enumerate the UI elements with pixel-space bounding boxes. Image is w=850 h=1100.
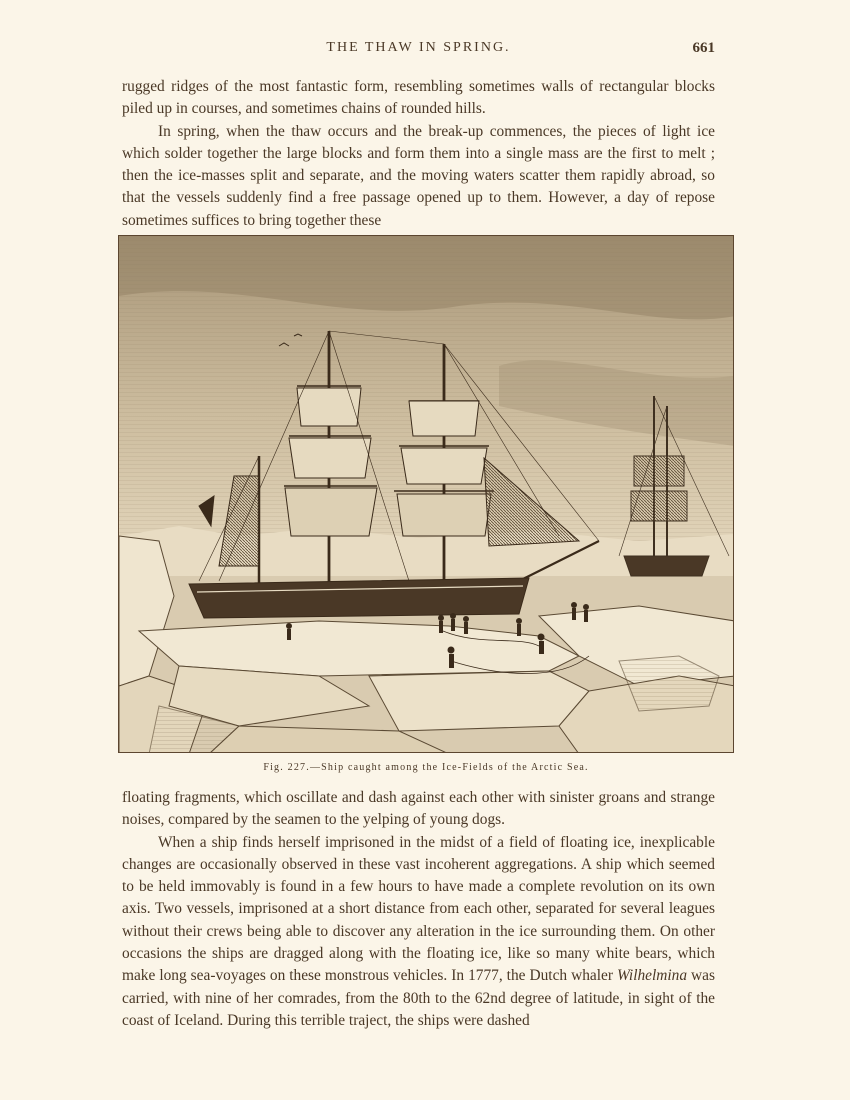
text-block-bottom — [122, 787, 715, 1032]
paragraph-continuation: rugged ridges of the most fantastic form, resembling sometimes walls of rectangular blocks piled up in courses, and sometimes chains of rounded hills. — [122, 78, 715, 118]
running-head: THE THAW IN SPRING. — [326, 40, 511, 55]
paragraph-thaw: In spring, when the thaw occurs and the break-up commences, the pieces of light ice which solder together the large blocks and form them into a single mass are the first to melt ; then the ice-masses split and separate, and the moving waters scatter them rapidly abroad, so that the vessels suddenly find a free passage opened up to them. However, a day of repose sometimes suffices to bring together these — [122, 122, 715, 229]
text-block-top — [122, 76, 715, 232]
page-number: 661 — [692, 40, 715, 56]
paragraph-imprisoned-ship-end: was carried, with nine of her comrades, from the 80th to the 62nd degree of latitude, in sight of the coast of Iceland. During this terrible traject, the ships were dashed — [122, 967, 715, 1029]
figure-caption: Fig. 227.—Ship caught among the Ice-Fields of the Arctic Sea. — [263, 762, 589, 773]
engraving-ship-in-ice — [118, 235, 734, 753]
paragraph-imprisoned-ship — [122, 832, 715, 1033]
ship-name: Wilhelmina — [616, 967, 688, 985]
paragraph-floating-fragments: floating fragments, which oscillate and dash against each other with sinister groans and strange noises, compared by the seamen to the yelping of young dogs. — [122, 789, 715, 829]
page-header — [122, 40, 715, 64]
paragraph-imprisoned-ship-text: When a ship finds herself imprisoned in the midst of a field of floating ice, inexplicable changes are occasionally observed in these vast incoherent aggregations. A ship which seemed to be held immovably is found in a few hours to have made a complete revolution on its own axis. Two vessels, imprisoned at a short distance from each other, separated for several leagues without their crews being able to discover any alteration in the ice surrounding them. On other occasions the ships are dragged along with the floating ice, like so many white bears, which make long sea-voyages on these monstrous vehicles. In 1777, the Dutch whaler — [122, 833, 715, 985]
engraving-illustration — [119, 236, 734, 753]
